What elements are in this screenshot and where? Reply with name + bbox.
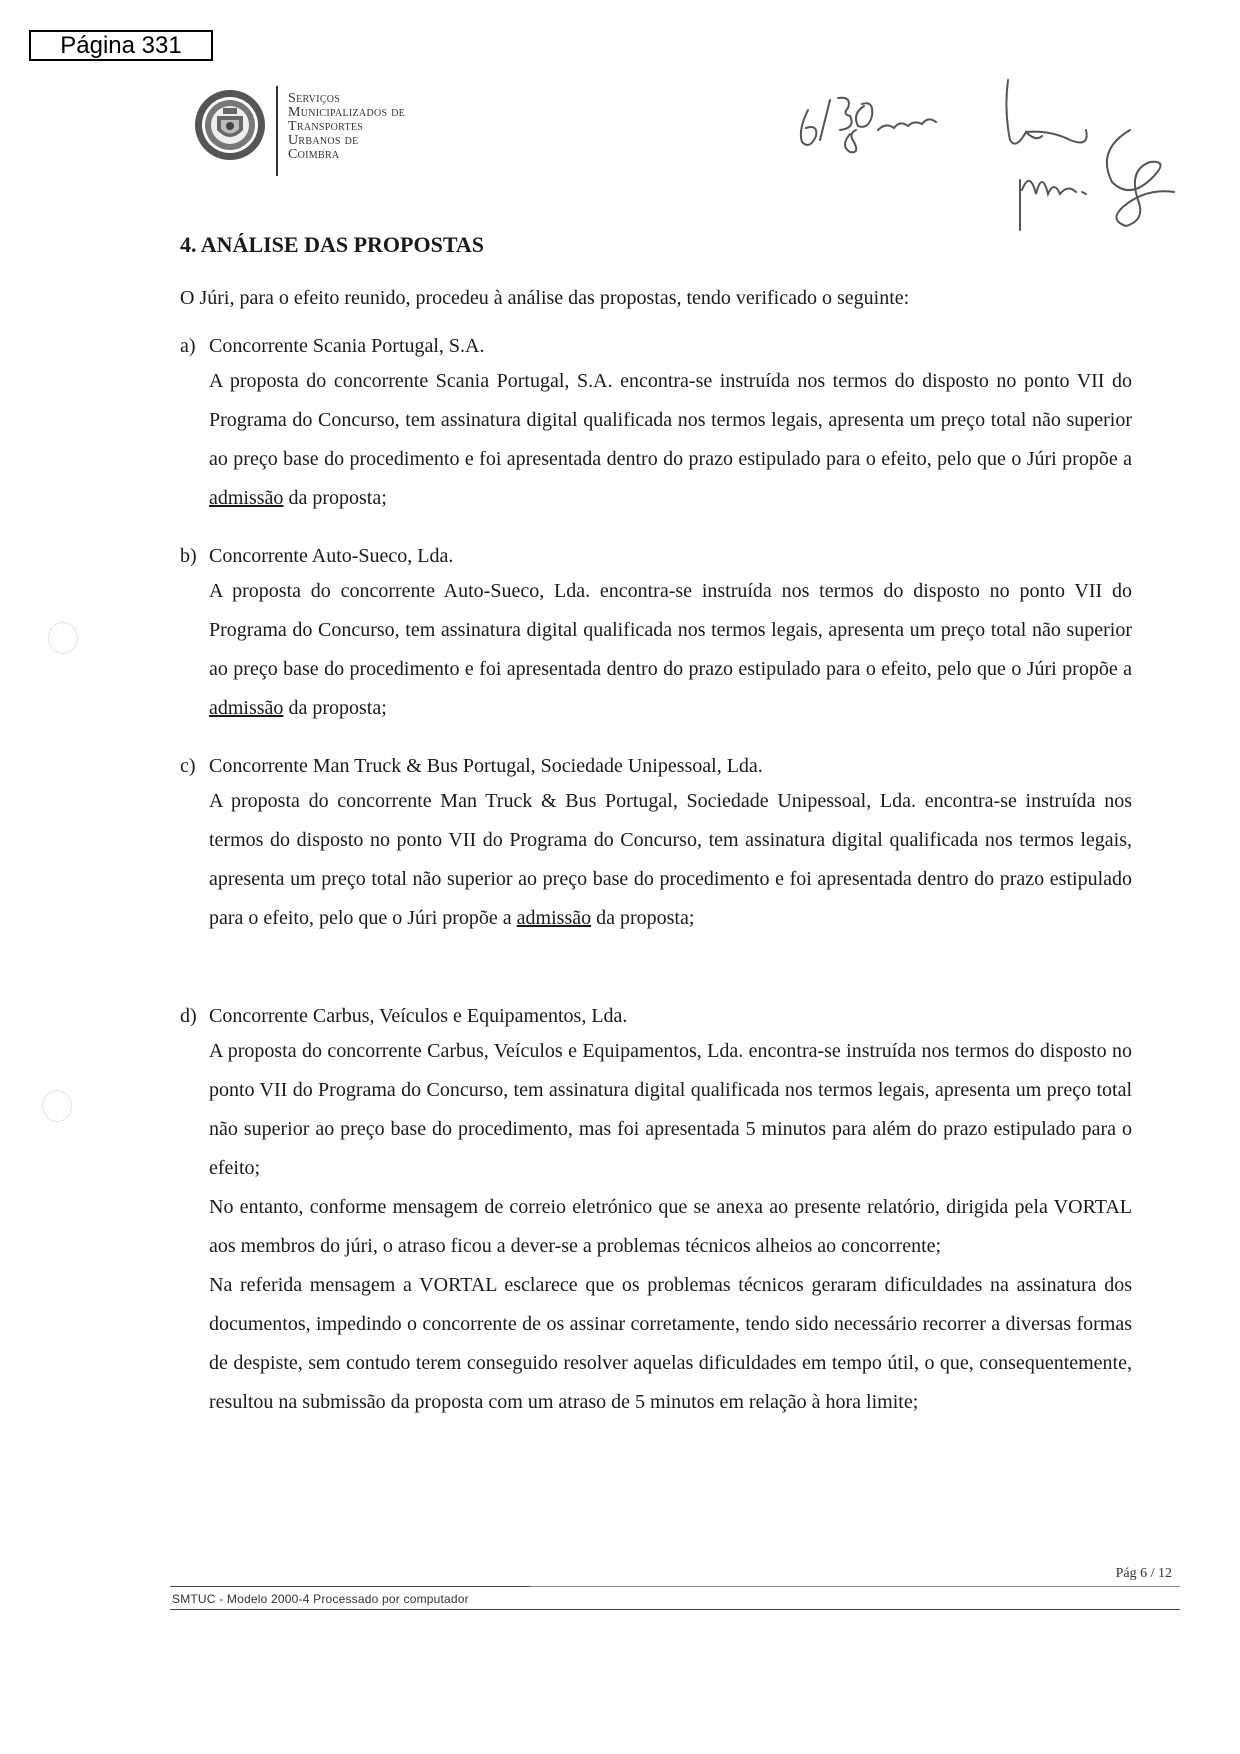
- proposal-item-b: [180, 545, 1132, 728]
- item-letter: c): [180, 755, 196, 777]
- paragraph-text-end: da proposta;: [283, 487, 387, 509]
- item-letter: b): [180, 545, 197, 567]
- admission-decision: admissão: [516, 907, 592, 929]
- org-line-3: Transportes: [288, 119, 364, 134]
- org-line-2: Municipalizados de: [288, 105, 406, 120]
- org-line-1: Serviços: [288, 91, 341, 106]
- coat-of-arms-seal-icon: [193, 88, 267, 167]
- admission-decision: admissão: [209, 487, 284, 509]
- paragraph-text-end: da proposta;: [591, 907, 695, 929]
- paragraph-text-end: da proposta;: [283, 697, 387, 719]
- item-title: Concorrente Man Truck & Bus Portugal, Sociedade Unipessoal, Lda.: [209, 755, 763, 777]
- page-count: Pág 6 / 12: [1115, 1566, 1172, 1581]
- paragraph-text: A proposta do concorrente Scania Portugal, S.A. encontra-se instruída nos termos do disposto no ponto VII do Programa do Concurso, tem assinatura digital qualificada nos termos legais, apresenta um preço total não superior ao preço base do procedimento e foi apresentada dentro do prazo estipulado para o efeito, pelo que o Júri propõe a: [209, 370, 1132, 470]
- item-title: Concorrente Carbus, Veículos e Equipamentos, Lda.: [209, 1005, 628, 1027]
- item-heading: [180, 545, 1132, 568]
- footer-divider: [170, 1586, 530, 1587]
- item-heading: [180, 1005, 1132, 1028]
- handwritten-signatures: [790, 70, 1190, 245]
- organization-name: [288, 92, 405, 162]
- item-letter: a): [180, 335, 196, 357]
- section-intro: O Júri, para o efeito reunido, procedeu à análise das propostas, tendo verificado o seguinte:: [180, 287, 910, 309]
- paragraph-text: A proposta do concorrente Man Truck & Bus Portugal, Sociedade Unipessoal, Lda. encontra-se instruída nos termos do disposto no ponto VII do Programa do Concurso, tem assinatura digital qualificada nos termos legais, apresenta um preço total não superior ao preço base do procedimento e foi apresentada dentro do prazo estipulado para o efeito, pelo que o Júri propõe a: [209, 790, 1132, 929]
- item-paragraph: A proposta do concorrente Carbus, Veículos e Equipamentos, Lda. encontra-se instruída nos termos do disposto no ponto VII do Programa do Concurso, tem assinatura digital qualificada nos termos legais, apresenta um preço total não superior ao preço base do procedimento, mas foi apresentada 5 minutos para além do prazo estipulado para o efeito;: [209, 1040, 1132, 1179]
- section-title: 4. ANÁLISE DAS PROPOSTAS: [180, 232, 484, 257]
- footer-divider: [530, 1586, 1180, 1587]
- punch-hole-mark: [48, 622, 78, 654]
- item-paragraph: [209, 572, 1132, 728]
- footer-model-note: SMTUC - Modelo 2000-4 Processado por computador: [172, 1592, 469, 1606]
- paragraph-text: A proposta do concorrente Auto-Sueco, Lda. encontra-se instruída nos termos do disposto no ponto VII do Programa do Concurso, tem assinatura digital qualificada nos termos legais, apresenta um preço total não superior ao preço base do procedimento e foi apresentada dentro do prazo estipulado para o efeito, pelo que o Júri propõe a: [209, 580, 1132, 680]
- item-heading: [180, 755, 1132, 778]
- footer-divider: [170, 1609, 1180, 1610]
- item-paragraph: Na referida mensagem a VORTAL esclarece que os problemas técnicos geraram dificuldades na assinatura dos documentos, impedindo o concorrente de os assinar corretamente, tendo sido necessário recorrer a diversas formas de despiste, sem contudo terem conseguido resolver aquelas dificuldades em tempo útil, o que, consequentemente, resultou na submissão da proposta com um atraso de 5 minutos em relação à hora limite;: [209, 1274, 1132, 1413]
- proposal-item-d: [180, 1005, 1132, 1422]
- header-divider: [276, 86, 278, 176]
- punch-hole-mark: [42, 1090, 72, 1122]
- item-paragraph: [209, 782, 1132, 938]
- page-number-stamp: Página 331: [29, 30, 213, 61]
- proposal-item-c: [180, 755, 1132, 938]
- admission-decision: admissão: [209, 697, 284, 719]
- org-line-4: Urbanos de: [288, 133, 359, 148]
- item-paragraph: No entanto, conforme mensagem de correio eletrónico que se anexa ao presente relatório, dirigida pela VORTAL aos membros do júri, o atraso ficou a dever-se a problemas técnicos alheios ao concorrente;: [209, 1196, 1132, 1257]
- item-heading: [180, 335, 1132, 358]
- item-paragraph: [209, 362, 1132, 518]
- org-line-5: Coimbra: [288, 147, 340, 162]
- item-title: Concorrente Auto-Sueco, Lda.: [209, 545, 454, 567]
- proposal-item-a: [180, 335, 1132, 518]
- item-title: Concorrente Scania Portugal, S.A.: [209, 335, 485, 357]
- item-letter: d): [180, 1005, 197, 1027]
